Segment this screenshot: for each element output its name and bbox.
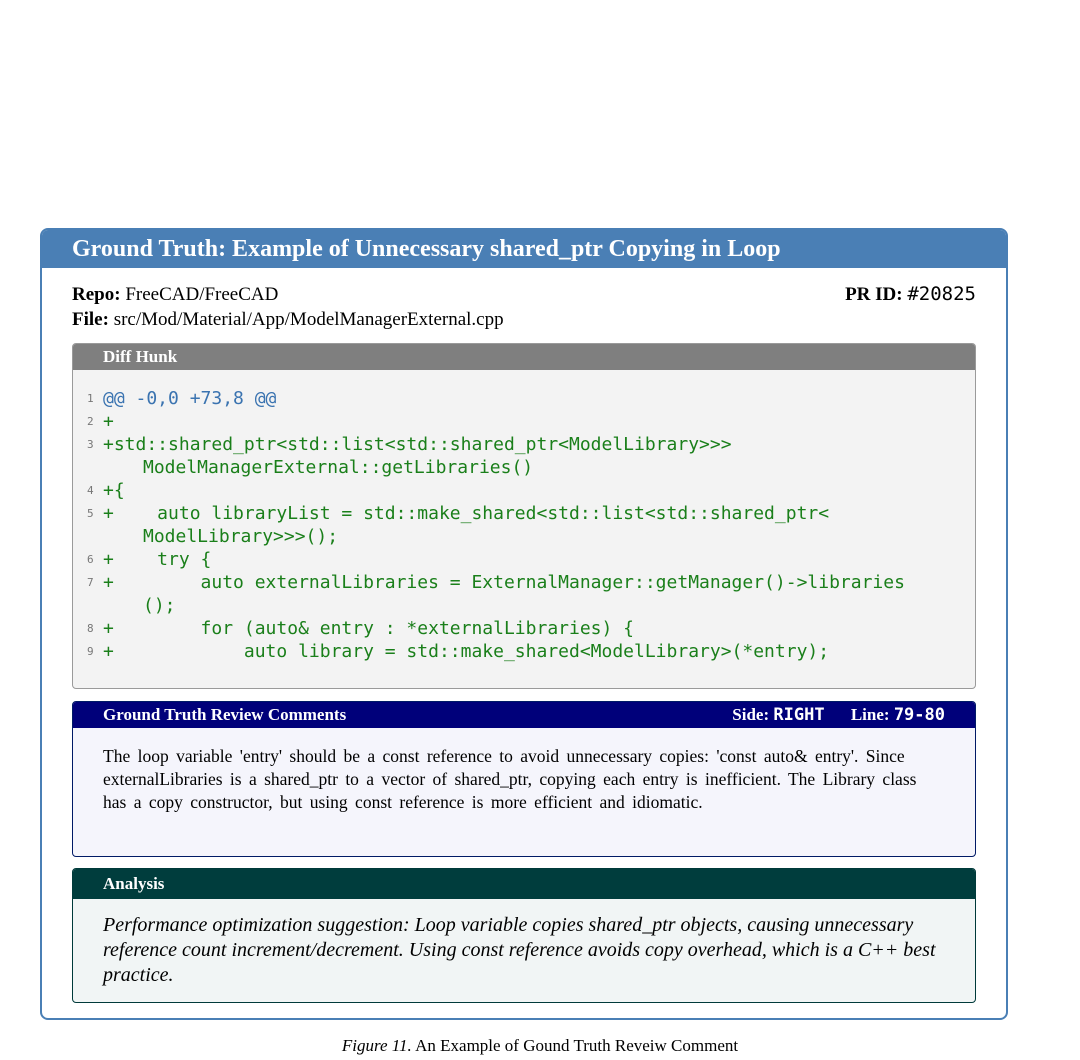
code-text: +{ xyxy=(103,480,125,501)
code-text: + for (auto& entry : *externalLibraries) { xyxy=(103,618,635,639)
line-label: Line: xyxy=(850,705,890,724)
analysis-text: Performance optimization suggestion: Loop variable copies shared_ptr objects, causing unnecessary reference count increment/decrement. Using const reference avoids copy overhead, which is a C++ best practice. xyxy=(103,914,936,986)
code-text: (); xyxy=(143,595,176,616)
code-line-continuation xyxy=(87,525,975,548)
code-text: @@ -0,0 +73,8 @@ xyxy=(103,388,277,409)
card-title: Ground Truth: Example of Unnecessary shared_ptr Copying in Loop xyxy=(42,230,1006,268)
code-text: + auto externalLibraries = ExternalManager::getManager()->libraries xyxy=(103,572,905,593)
analysis-panel xyxy=(72,868,976,1003)
side-label: Side: xyxy=(732,705,770,724)
code-line xyxy=(87,410,975,433)
line-number: 9 xyxy=(87,645,94,658)
diff-hunk-header: Diff Hunk xyxy=(73,344,975,370)
repo-value: FreeCAD/FreeCAD xyxy=(125,284,279,305)
file-label: File: xyxy=(72,309,109,330)
code-text: + auto library = std::make_shared<ModelLibrary>(*entry); xyxy=(103,641,830,662)
code-line-continuation xyxy=(87,456,975,479)
line-number: 8 xyxy=(87,622,94,635)
repo-label: Repo: xyxy=(72,284,121,305)
code-text: + xyxy=(103,411,114,432)
line-number: 5 xyxy=(87,507,94,520)
meta-block xyxy=(72,282,976,332)
file-info xyxy=(72,307,976,332)
code-line xyxy=(87,387,975,410)
line-info xyxy=(851,705,945,724)
repo-info xyxy=(72,282,278,307)
diff-hunk-panel xyxy=(72,343,976,689)
code-text: ModelLibrary>>>(); xyxy=(143,526,339,547)
pr-label: PR ID: xyxy=(845,284,903,305)
line-number: 2 xyxy=(87,415,94,428)
code-line xyxy=(87,548,975,571)
line-value: 79-80 xyxy=(893,705,945,725)
review-comments-panel xyxy=(72,701,976,857)
figure-caption xyxy=(0,1036,1080,1056)
code-line xyxy=(87,502,975,525)
line-number: 6 xyxy=(87,553,94,566)
review-comment-text: The loop variable 'entry' should be a const reference to avoid unnecessary copies: 'const auto& entry'. Since externalLibraries is a shared_ptr to a vector of shared_ptr, copying each entry is inefficient. The Library class has a copy constructor, but using const reference is more efficient and idiomatic. xyxy=(103,746,917,812)
code-line xyxy=(87,433,975,456)
code-line xyxy=(87,640,975,663)
code-line xyxy=(87,617,975,640)
line-number: 7 xyxy=(87,576,94,589)
caption-label: Figure 11. xyxy=(341,1036,412,1055)
pr-info xyxy=(845,282,976,307)
code-line-continuation xyxy=(87,594,975,617)
side-info xyxy=(732,705,824,724)
side-line-info xyxy=(710,702,945,728)
code-text: + try { xyxy=(103,549,212,570)
code-text: ModelManagerExternal::getLibraries() xyxy=(143,457,534,478)
code-line xyxy=(87,479,975,502)
review-comments-header xyxy=(73,702,975,728)
pr-value: #20825 xyxy=(907,283,976,305)
code-line xyxy=(87,571,975,594)
code-text: + auto libraryList = std::make_shared<std::list<std::shared_ptr< xyxy=(103,503,830,524)
analysis-header: Analysis xyxy=(73,869,975,899)
code-block xyxy=(73,370,975,663)
code-text: +std::shared_ptr<std::list<std::shared_ptr<ModelLibrary>>> xyxy=(103,434,732,455)
line-number: 1 xyxy=(87,392,94,405)
file-value: src/Mod/Material/App/ModelManagerExternal.cpp xyxy=(113,309,504,330)
line-number: 3 xyxy=(87,438,94,451)
side-value: RIGHT xyxy=(773,705,825,725)
caption-text: An Example of Gound Truth Reveiw Comment xyxy=(415,1036,739,1055)
ground-truth-card xyxy=(40,228,1008,1020)
line-number: 4 xyxy=(87,484,94,497)
review-comments-title: Ground Truth Review Comments xyxy=(103,705,347,724)
